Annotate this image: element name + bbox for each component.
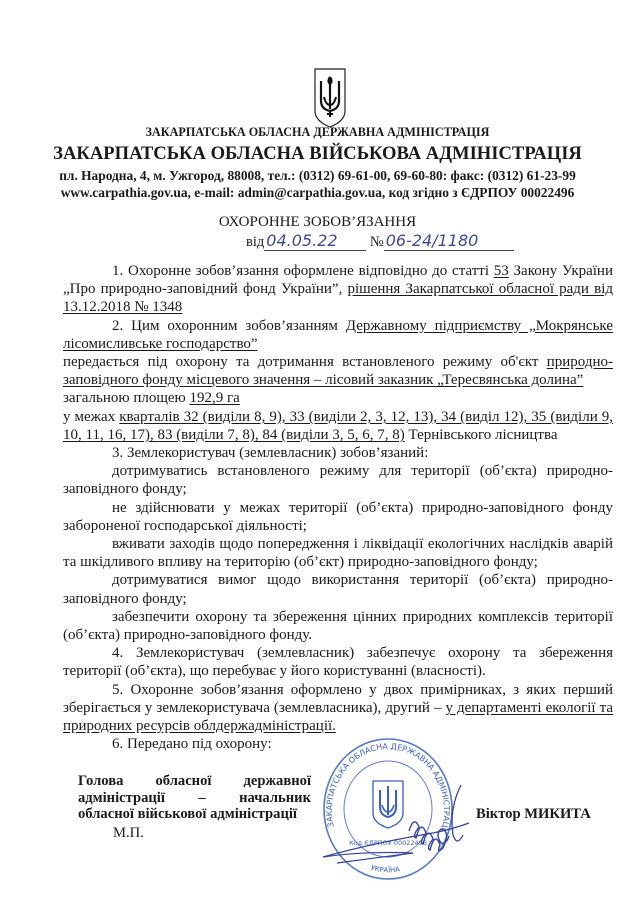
signatory-position (78, 773, 311, 822)
paragraph-4: 4. Землекористувач (землевласник) забезпечує охорону та збереження території (об’єкта), що перебуває у його користуванні (власності). (63, 645, 613, 680)
stamp-code-text: Код ЄДРПОУ 00022496 (349, 839, 427, 848)
paragraph-5 (63, 681, 613, 736)
paragraph-2-text: 2. Цим охоронним зобов’язанням (112, 317, 346, 334)
forestry-name: Тернівського лісництва (404, 426, 558, 443)
area-label: загальною площею (63, 390, 190, 407)
trident-coat-of-arms-icon (313, 67, 347, 129)
number-prefix: № (369, 234, 384, 250)
paragraph-2 (63, 317, 613, 353)
handwritten-signature (313, 773, 473, 873)
obligation-item: дотримуватися вимог щодо використання території (об’єкта) природно-заповідного фонду; (63, 572, 613, 607)
date-prefix: від (246, 234, 265, 250)
position-line: Голова обласної державної (78, 773, 311, 790)
document-date: 04.05.22 (264, 232, 366, 251)
paragraph-bounds (63, 408, 613, 444)
paragraph-area (63, 389, 613, 407)
header-military-administration: ЗАКАРПАТСЬКА ОБЛАСНА ВІЙСЬКОВА АДМІНІСТРАЦІЯ (53, 143, 582, 164)
department-reference: у департаменті екології та природних ресурсів облдержадміністрації. (63, 699, 613, 735)
position-line: адміністрації – начальник (78, 789, 311, 806)
position-line: обласної військової адміністрації (78, 806, 297, 823)
decision-reference: рішення Закарпатської обласної ради від 13.12.2018 № 1348 (63, 281, 613, 316)
article-reference: 53 (493, 263, 509, 279)
forest-quarters: кварталів 32 (виділи 8, 9), 33 (виділи 2, 3, 12, 13), 34 (виділ 12), 35 (виділи 9, 10, 11, 16, 17), 83 (виділи 7, 8), 84 (виділи 3, 5, 6, 7, 8) (63, 408, 614, 443)
header-contacts: www.carpathia.gov.ua, e-mail: admin@carpathia.gov.ua, код згідно з ЄДРПОУ 00022496 (60, 185, 575, 200)
stamp-outer-text: ЗАКАРПАТСЬКА ОБЛАСНА ДЕРЖАВНА АДМІНІСТРАЦІ (324, 742, 452, 832)
paragraph-5-text: 5. Охоронне зобов’язання оформлено у двох примірниках, з яких перший зберігається у землекористувача (землевласника), другий – (63, 681, 613, 716)
area-value: 192,9 га (189, 390, 240, 407)
header-state-administration: ЗАКАРПАТСЬКА ОБЛАСНА ДЕРЖАВНА АДМІНІСТРАЦІЯ (145, 125, 490, 139)
header-address: пл. Народна, 4, м. Ужгород, 88008, тел.: (0312) 69-61-00, 69-60-80: факс: (0312) 61-23-99 (59, 168, 576, 183)
paragraph-1 (63, 262, 613, 317)
obligation-item: забезпечити охорону та збереження цінних природних комплексів території (об’єкта) природно-заповідного фонду. (63, 608, 613, 644)
bounds-label: у межах (63, 408, 120, 425)
seal-mark: М.П. (113, 825, 144, 842)
paragraph-1-law: Закону України „Про природно-заповідний фонд України”, (63, 263, 613, 298)
paragraph-3: 3. Землекористувач (землевласник) зобов’язаний: (112, 445, 429, 462)
signatory-name: Віктор МИКИТА (476, 806, 591, 823)
paragraph-transfer (63, 353, 613, 389)
obligation-item: вживати заходів щодо попередження і ліквідації екологічних наслідків аварій та шкідливого впливу на територію (об’єкт) природно-заповідного фонду; (63, 536, 613, 571)
enterprise-name: Державному підприємству „Мокрянське лісомисливське господарство” (63, 317, 613, 352)
registration-line (246, 232, 514, 252)
document-title: ОХОРОННЕ ЗОБОВ’ЯЗАННЯ (218, 214, 417, 230)
stamp-country-text: УКРАЇНА (369, 864, 401, 875)
document-number: 06-24/1180 (384, 232, 514, 251)
protected-object: природно-заповідного фонду місцевого значення – лісовий заказник „Тересвянська долина” (63, 354, 613, 389)
obligation-item: дотримуватись встановленого режиму для території (об’єкта) природно-заповідного фонду; (63, 463, 613, 498)
obligation-item: не здійснювати у межах території (об’єкта) природно-заповідного фонду забороненої господарської діяльності; (63, 499, 613, 534)
document-body (63, 262, 613, 893)
paragraph-6: 6. Передано під охорону: (112, 736, 272, 753)
transfer-text: передається під охорону та дотримання встановленого режиму об'єкт (63, 354, 547, 371)
paragraph-1-text: 1. Охоронне зобов’язання оформлене відповідно до статті (112, 263, 494, 279)
